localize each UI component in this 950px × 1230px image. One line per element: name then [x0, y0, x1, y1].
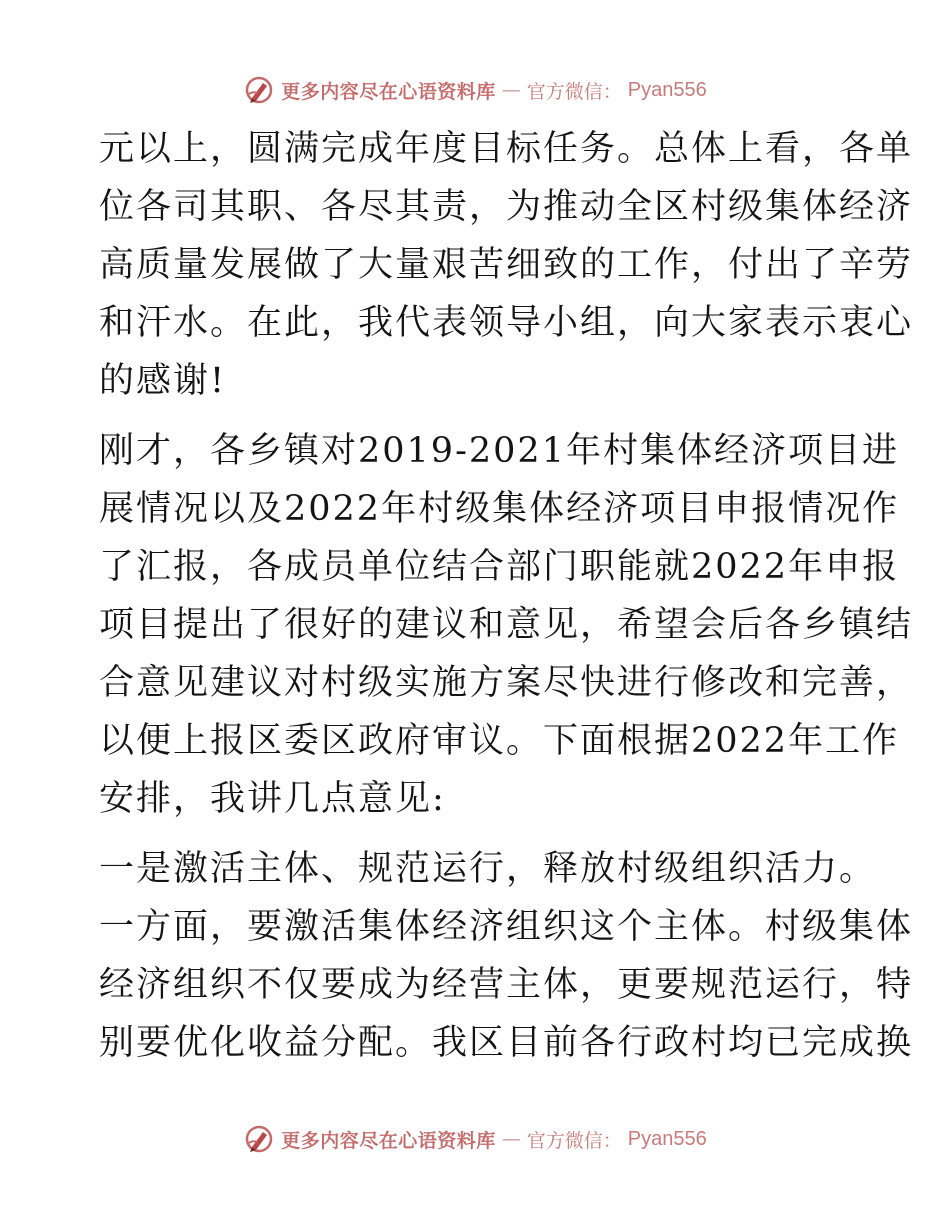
pen-logo-icon: [243, 1123, 275, 1155]
watermark-label: 官方微信：: [526, 1129, 622, 1152]
text-line: 高质量发展做了大量艰苦细致的工作，付出了辛劳: [99, 245, 914, 285]
watermark-label: 官方微信：: [526, 80, 622, 103]
watermark-id: Pyan556: [627, 1127, 707, 1150]
text-line: 展情况以及2022年村级集体经济项目申报情况作: [99, 489, 900, 529]
text-line: 位各司其职、各尽其责，为推动全区村级集体经济: [99, 187, 914, 227]
text-line: 以便上报区委区政府审议。下面根据2022年工作: [99, 721, 900, 761]
text-line: 了汇报，各成员单位结合部门职能就2022年申报: [99, 547, 900, 587]
paragraph-3: [99, 840, 914, 1072]
text-line: 一方面，要激活集体经济组织这个主体。村级集体: [99, 907, 914, 947]
text-line: 合意见建议对村级实施方案尽快进行修改和完善，: [99, 663, 914, 703]
text-line: 的感谢!: [99, 361, 227, 401]
watermark-separator: —: [501, 1128, 521, 1150]
watermark-text: 更多内容尽在心语资料库: [281, 80, 496, 103]
document-body: [99, 120, 914, 1072]
text-line: 经济组织不仅要成为经营主体，更要规范运行，特: [99, 965, 914, 1005]
text-line: 刚才，各乡镇对2019-2021年村集体经济项目进: [99, 431, 899, 471]
paragraph-2: [99, 422, 914, 828]
text-line: 安排，我讲几点意见:: [99, 779, 446, 819]
text-line: 项目提出了很好的建议和意见，希望会后各乡镇结: [99, 605, 914, 645]
watermark-id: Pyan556: [627, 78, 707, 101]
text-line: 和汗水。在此，我代表领导小组，向大家表示衷心: [99, 303, 914, 343]
watermark-separator: —: [501, 79, 521, 101]
text-line: 元以上，圆满完成年度目标任务。总体上看，各单: [99, 129, 914, 169]
pen-logo-icon: [243, 74, 275, 106]
watermark-text: 更多内容尽在心语资料库: [281, 1129, 496, 1152]
paragraph-1: [99, 120, 914, 410]
text-line: 一是激活主体、规范运行，释放村级组织活力。: [99, 849, 877, 889]
text-line: 别要优化收益分配。我区目前各行政村均已完成换: [99, 1023, 914, 1063]
footer-watermark: [0, 1119, 950, 1159]
header-watermark: [0, 70, 950, 110]
